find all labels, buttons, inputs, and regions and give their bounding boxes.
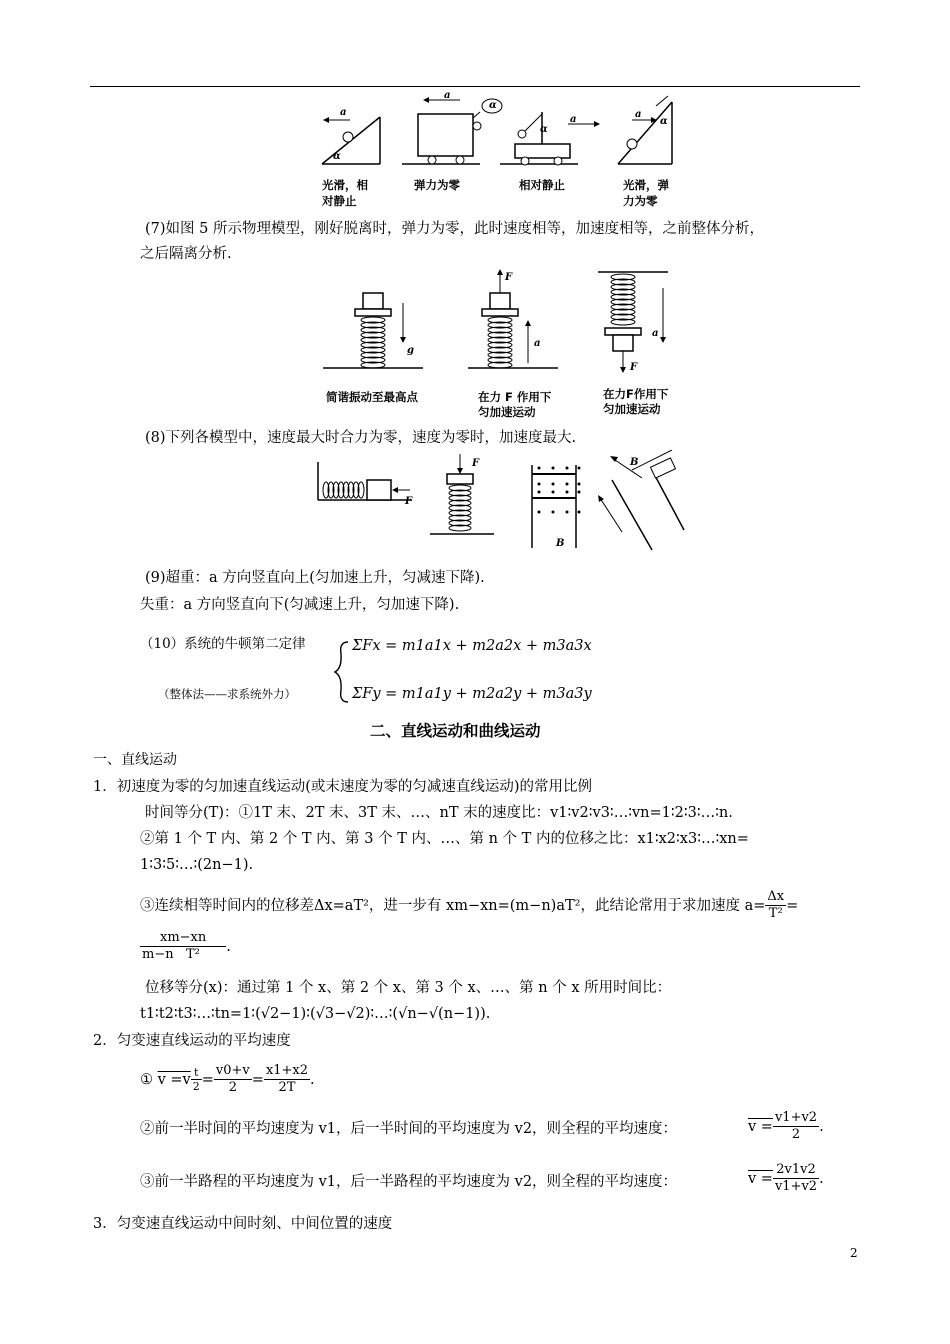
- fraction-denominator: 2: [228, 1080, 237, 1095]
- item8-text: (8)下列各模型中，速度最大时合力为零，速度为零时，加速度最大.: [145, 430, 577, 446]
- fraction-numerator: x1+x2: [265, 1063, 309, 1078]
- brace-icon: [333, 640, 351, 704]
- part-title: 一、直线运动: [93, 752, 177, 768]
- horizontal-spring-model: [318, 462, 412, 500]
- item7-line1: (7)如图 5 所示物理模型，刚好脱离时，弹力为零，此时速度相等，加速度相等，之前整体分析，: [145, 221, 764, 237]
- page-number: 2: [850, 1246, 858, 1260]
- fraction: [765, 889, 786, 922]
- fraction-denominator: 2: [791, 1127, 801, 1142]
- fraction-numerator: xm−xn: [140, 930, 226, 947]
- mean-velocity: v =: [748, 1170, 773, 1187]
- label-a: a: [652, 328, 659, 339]
- fraction-denominator: v1+v2: [774, 1179, 818, 1194]
- caption: 相对静止: [519, 178, 565, 192]
- spring-model-3: [598, 272, 668, 373]
- inclined-rail-model: [598, 450, 684, 550]
- fraction-denominator: m−n T²: [142, 947, 200, 962]
- mean-velocity: v =: [748, 1118, 773, 1135]
- label-a: a: [340, 107, 347, 118]
- fraction-numerator: Δx: [767, 889, 785, 904]
- label-F: F: [405, 496, 413, 507]
- fraction-numerator: v0+v: [215, 1063, 250, 1078]
- caption: 在力F作用下: [603, 387, 669, 401]
- label-alpha: α: [660, 116, 668, 127]
- p2-formula-3: v = $\frac{2v1v2}{v1+v2}$ .: [748, 1162, 824, 1194]
- p3-title: 3．匀变速直线运动中间时刻、中间位置的速度: [93, 1216, 393, 1232]
- figure-incline-models: [310, 92, 690, 172]
- fraction-denominator: 2: [192, 1080, 200, 1093]
- caption: 在力 F 作用下: [478, 390, 552, 404]
- label-B: B: [630, 457, 639, 468]
- fraction: [773, 1162, 819, 1195]
- mean-velocity: v =v: [157, 1071, 191, 1088]
- label-a: a: [635, 109, 642, 120]
- p2-formula-2: v = $\frac{v1+v2}{2}$ .: [748, 1110, 824, 1142]
- vertical-spring-model: [430, 454, 494, 534]
- model-incline-1: [322, 117, 380, 164]
- fraction: [140, 930, 226, 963]
- caption: 光滑，弹: [623, 178, 669, 192]
- p2-case-3: ③前一半路程的平均速度为 v1，后一半路程的平均速度为 v2，则全程的平均速度：: [140, 1174, 678, 1190]
- item10-eq-y: ΣFy = m1a1y + m2a2y + m3a3y: [352, 686, 592, 702]
- p2-formula-1: ① v =v $\frac{t}{2}$ = $\frac{v0+v}{2}$ = $\frac{x1+x2}{2T}$ .: [140, 1063, 315, 1095]
- model-pendulum-cart: [500, 112, 600, 165]
- fraction-numerator: v1+v2: [774, 1110, 818, 1125]
- fraction-denominator: 2T: [278, 1080, 296, 1095]
- p1-time-equal: 时间等分(T)：①1T 末、2T 末、3T 末、…、nT 末的速度比：v1∶v2∶v3∶…∶vn=1∶2∶3∶…∶n.: [145, 805, 733, 821]
- label-a: a: [570, 114, 577, 125]
- p2-title: 2．匀变速直线运动的平均速度: [93, 1033, 291, 1049]
- model-truck: [402, 97, 502, 164]
- p1-difference-cont: [140, 930, 231, 963]
- fraction: [264, 1063, 310, 1096]
- caption: 光滑，相: [322, 178, 368, 192]
- spring-model-1: [323, 293, 423, 368]
- caption: 匀加速运动: [478, 405, 536, 419]
- label-a: a: [444, 90, 451, 101]
- item10-label: （10）系统的牛顿第二定律: [140, 636, 306, 652]
- section-title: 二、直线运动和曲线运动: [370, 722, 541, 740]
- label-alpha: α: [489, 100, 497, 111]
- circled-1: ①: [140, 1071, 153, 1088]
- caption: 匀加速运动: [603, 402, 661, 416]
- item9-line1: (9)超重：a 方向竖直向上(匀加速上升，匀减速下降).: [145, 570, 485, 586]
- caption: 对静止: [322, 194, 357, 208]
- fraction: [214, 1063, 252, 1096]
- label-F: F: [505, 272, 513, 283]
- label-alpha: α: [333, 151, 341, 162]
- p2-case-2: ②前一半时间的平均速度为 v1，后一半时间的平均速度为 v2，则全程的平均速度：: [140, 1121, 678, 1137]
- label-a: a: [534, 338, 541, 349]
- item10-eq-x: ΣFx = m1a1x + m2a2x + m3a3x: [352, 638, 592, 654]
- fraction-numerator: 2v1v2: [773, 1162, 819, 1179]
- item10-note: （整体法——求系统外力）: [158, 687, 296, 701]
- p1-difference: [140, 889, 798, 922]
- label-B: B: [556, 538, 565, 549]
- magnetic-rail-model: [532, 465, 581, 548]
- p1-difference-text: ③连续相等时间内的位移差Δx=aT²，进一步有 xm−xn=(m−n)aT²，此结论常用于求加速度 a=: [140, 897, 766, 914]
- fraction-numerator: t: [191, 1066, 202, 1080]
- label-alpha: α: [540, 124, 548, 135]
- caption: 弹力为零: [414, 178, 460, 192]
- fraction: [191, 1066, 202, 1093]
- item9-line2: 失重：a 方向竖直向下(匀减速上升，匀加速下降).: [140, 597, 460, 613]
- fraction: [773, 1110, 819, 1143]
- p1-displacement-equal: 位移等分(x)：通过第 1 个 x、第 2 个 x、第 3 个 x、…、第 n 个 x 所用时间比：: [145, 980, 672, 996]
- model-incline-2: [618, 96, 672, 164]
- item7-line2: 之后隔离分析.: [140, 246, 232, 262]
- caption: 力为零: [623, 194, 658, 208]
- p1-title: 1．初速度为零的匀加速直线运动(或末速度为零的匀减速直线运动)的常用比例: [93, 779, 593, 795]
- period: .: [226, 938, 231, 955]
- caption: 简谐振动至最高点: [326, 390, 418, 404]
- header-rule: [90, 86, 860, 87]
- p1-displacement-line1: ②第 1 个 T 内、第 2 个 T 内、第 3 个 T 内、…、第 n 个 T 内的位移之比：x1∶x2∶x3∶…∶xn=: [140, 831, 749, 847]
- p1-displacement-line2: 1∶3∶5∶…∶(2n−1).: [140, 857, 254, 873]
- label-F: F: [472, 458, 480, 469]
- label-g: g: [407, 345, 414, 356]
- spring-model-2: [468, 269, 558, 368]
- equals-sign: =: [786, 897, 799, 914]
- p1-time-ratio: t1∶t2∶t3∶…∶tn=1∶(√2−1)∶(√3−√2)∶…∶(√n−√(n−1)).: [140, 1006, 491, 1022]
- label-F: F: [630, 362, 638, 373]
- fraction-denominator: T²: [768, 906, 783, 921]
